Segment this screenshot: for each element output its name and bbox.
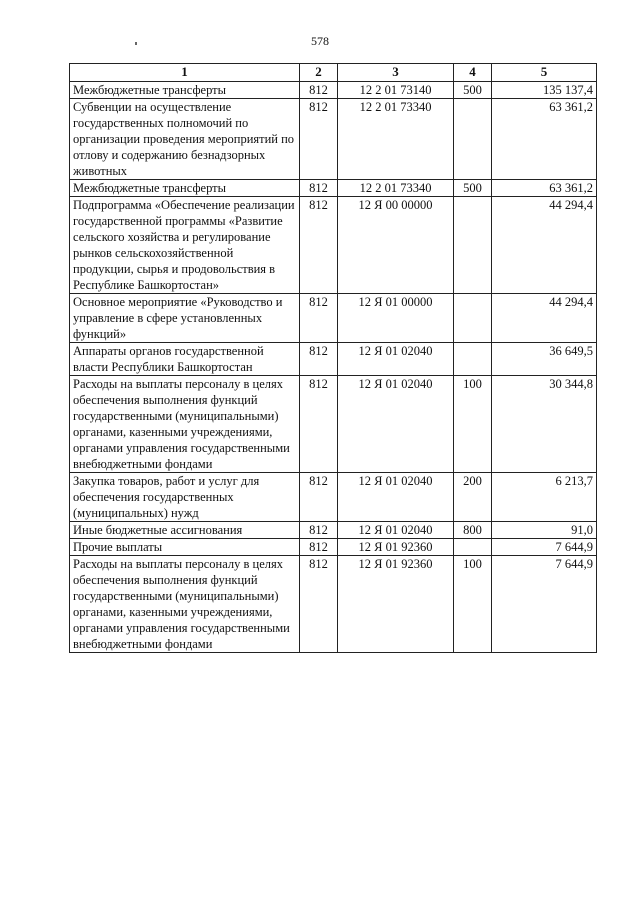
- row-name: Субвенции на осуществление государственных полномочий по организации проведения мероприятий по отлову и содержанию безнадзорных животных: [70, 99, 300, 180]
- row-ministry: 812: [300, 180, 338, 197]
- table-row: [70, 82, 597, 99]
- row-ministry: 812: [300, 522, 338, 539]
- header-row: [70, 64, 597, 82]
- row-ministry: 812: [300, 197, 338, 294]
- row-kind: 500: [454, 180, 492, 197]
- row-name: Подпрограмма «Обеспечение реализации государственной программы «Развитие сельского хозяйства и регулирование рынков сельскохозяйственной продукции, сырья и продовольствия в Республике Башкортостан»: [70, 197, 300, 294]
- row-name: Аппараты органов государственной власти Республики Башкортостан: [70, 343, 300, 376]
- row-amount: 44 294,4: [492, 197, 597, 294]
- budget-table: [69, 63, 597, 653]
- row-ministry: 812: [300, 294, 338, 343]
- row-target: 12 Я 00 00000: [338, 197, 454, 294]
- row-amount: 91,0: [492, 522, 597, 539]
- table-row: [70, 294, 597, 343]
- row-name: Межбюджетные трансферты: [70, 82, 300, 99]
- row-amount: 135 137,4: [492, 82, 597, 99]
- table-row: [70, 522, 597, 539]
- row-target: 12 2 01 73140: [338, 82, 454, 99]
- row-name: Основное мероприятие «Руководство и управление в сфере установленных функций»: [70, 294, 300, 343]
- row-kind: [454, 99, 492, 180]
- row-target: 12 2 01 73340: [338, 99, 454, 180]
- row-amount: 44 294,4: [492, 294, 597, 343]
- table-row: [70, 197, 597, 294]
- row-target: 12 Я 01 92360: [338, 539, 454, 556]
- row-ministry: 812: [300, 376, 338, 473]
- row-name: Расходы на выплаты персоналу в целях обеспечения выполнения функций государственными (муниципальными) органами, казенными учреждениями, органами управления государственными внебюджетными фондами: [70, 376, 300, 473]
- table-row: [70, 180, 597, 197]
- row-target: 12 2 01 73340: [338, 180, 454, 197]
- row-target: 12 Я 01 00000: [338, 294, 454, 343]
- row-kind: [454, 294, 492, 343]
- row-amount: 63 361,2: [492, 99, 597, 180]
- header-col-5: 5: [492, 64, 597, 82]
- row-ministry: 812: [300, 82, 338, 99]
- row-kind: 200: [454, 473, 492, 522]
- table-row: [70, 473, 597, 522]
- row-target: 12 Я 01 02040: [338, 376, 454, 473]
- row-kind: [454, 197, 492, 294]
- table-row: [70, 376, 597, 473]
- row-kind: 500: [454, 82, 492, 99]
- row-name: Закупка товаров, работ и услуг для обеспечения государственных (муниципальных) нужд: [70, 473, 300, 522]
- row-kind: [454, 343, 492, 376]
- row-amount: 6 213,7: [492, 473, 597, 522]
- row-kind: [454, 539, 492, 556]
- row-name: Расходы на выплаты персоналу в целях обеспечения выполнения функций государственными (муниципальными) органами, казенными учреждениями, органами управления государственными внебюджетными фондами: [70, 556, 300, 653]
- row-name: Прочие выплаты: [70, 539, 300, 556]
- header-col-1: 1: [70, 64, 300, 82]
- header-col-2: 2: [300, 64, 338, 82]
- row-name: Иные бюджетные ассигнования: [70, 522, 300, 539]
- table-row: [70, 556, 597, 653]
- header-col-4: 4: [454, 64, 492, 82]
- row-name: Межбюджетные трансферты: [70, 180, 300, 197]
- row-kind: 100: [454, 376, 492, 473]
- row-target: 12 Я 01 02040: [338, 343, 454, 376]
- scan-mark: [135, 42, 137, 45]
- row-kind: 100: [454, 556, 492, 653]
- row-amount: 36 649,5: [492, 343, 597, 376]
- table-row: [70, 99, 597, 180]
- page-number: 578: [311, 34, 329, 48]
- row-amount: 63 361,2: [492, 180, 597, 197]
- row-target: 12 Я 01 92360: [338, 556, 454, 653]
- row-ministry: 812: [300, 556, 338, 653]
- table-row: [70, 539, 597, 556]
- row-amount: 30 344,8: [492, 376, 597, 473]
- row-target: 12 Я 01 02040: [338, 473, 454, 522]
- row-amount: 7 644,9: [492, 556, 597, 653]
- row-ministry: 812: [300, 343, 338, 376]
- row-ministry: 812: [300, 539, 338, 556]
- row-ministry: 812: [300, 99, 338, 180]
- row-ministry: 812: [300, 473, 338, 522]
- header-col-3: 3: [338, 64, 454, 82]
- table-row: [70, 343, 597, 376]
- row-kind: 800: [454, 522, 492, 539]
- row-target: 12 Я 01 02040: [338, 522, 454, 539]
- row-amount: 7 644,9: [492, 539, 597, 556]
